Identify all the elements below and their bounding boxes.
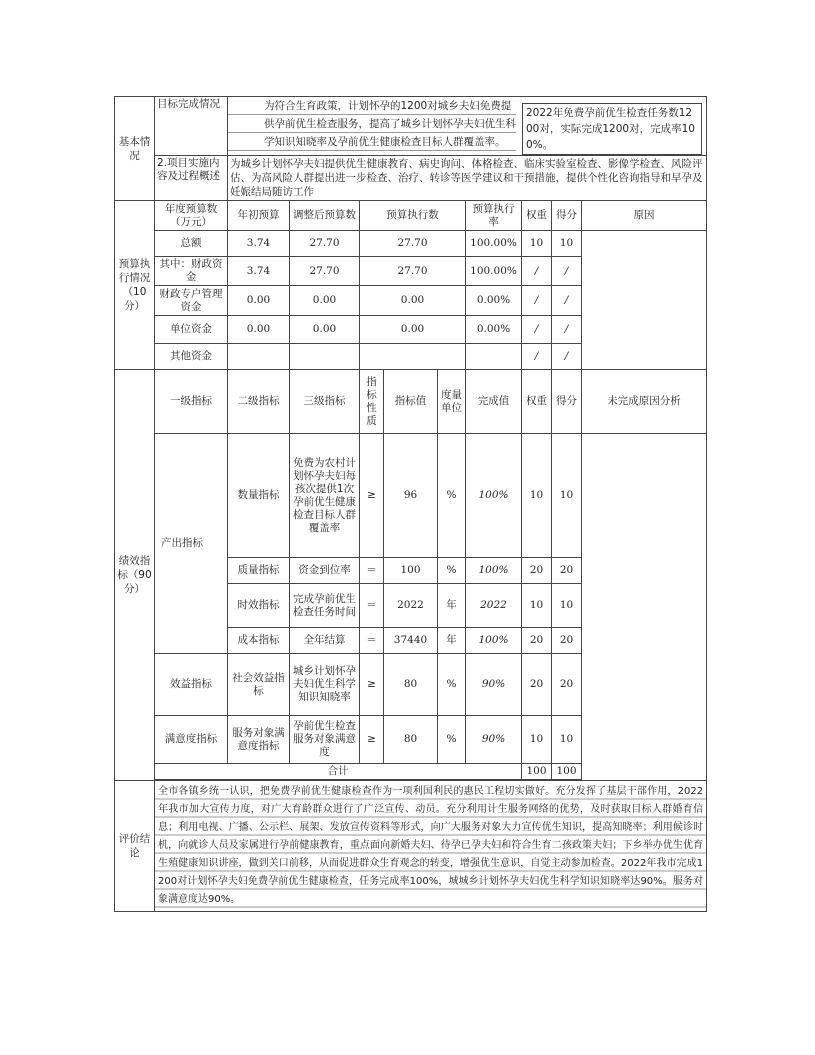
perf-row-nature: ＝ <box>360 584 384 628</box>
perf-reason-cell <box>582 434 707 781</box>
budget-row-name: 其中：财政资金 <box>155 257 228 286</box>
budget-row-executed: 0.00 <box>360 286 466 316</box>
conclusion-section-label: 评价结论 <box>115 781 155 912</box>
impl-text: 为城乡计划怀孕夫妇提供优生健康教育、病史询问、体格检查、临床实验室检查、影像学检查、风险评估、为高风险人群提出进一步检查、治疗、转诊等医学建议和干预措施，提供个性化咨询指导和早孕及妊娠结局随访工作 <box>228 156 707 201</box>
budget-header-rate: 预算执行率 <box>466 201 522 231</box>
perf-header-reason: 未完成原因分析 <box>582 370 707 434</box>
perf-row-unit: 年 <box>438 584 466 628</box>
perf-row-done: 100% <box>466 558 522 584</box>
perf-header-score: 得分 <box>552 370 582 434</box>
perf-row-done: 100% <box>466 434 522 558</box>
budget-header-initial: 年初预算 <box>228 201 290 231</box>
budget-row-weight: / <box>522 286 552 316</box>
perf-row-score: 10 <box>552 434 582 558</box>
perf-row-unit: % <box>438 654 466 716</box>
perf-row-value: 96 <box>384 434 438 558</box>
budget-row-score: / <box>552 344 582 370</box>
perf-header-nature: 指标性质 <box>360 370 384 434</box>
goal-text: 为符合生育政策，计划怀孕的1200对城乡夫妇免费提供孕前优生检查服务，提高了城乡计划怀孕夫妇优生科学知识知晓率及孕前优生健康检查目标人群覆盖率。 <box>264 100 516 148</box>
perf-row-score: 10 <box>552 584 582 628</box>
evaluation-sheet <box>114 96 706 912</box>
evaluation-table <box>114 96 707 912</box>
budget-row-score: / <box>552 286 582 316</box>
impl-label: 2.项目实施内容及过程概述 <box>155 156 228 201</box>
perf-header-l3: 三级指标 <box>290 370 360 434</box>
budget-row-rate <box>466 344 522 370</box>
perf-row-l2: 服务对象满意度指标 <box>228 716 290 764</box>
budget-header-year: 年度预算数（万元） <box>155 201 228 231</box>
satisfaction-indicator-label: 满意度指标 <box>155 716 228 764</box>
perf-row-nature: ＝ <box>360 628 384 654</box>
perf-row-l2: 质量指标 <box>228 558 290 584</box>
perf-row-l3: 孕前优生检查服务对象满意度 <box>290 716 360 764</box>
perf-row-score: 20 <box>552 558 582 584</box>
budget-row-rate: 0.00% <box>466 286 522 316</box>
budget-row-rate: 100.00% <box>466 231 522 257</box>
budget-row-executed: 0.00 <box>360 316 466 344</box>
output-indicator-label: 产出指标 <box>155 434 228 654</box>
perf-row-l3: 资金到位率 <box>290 558 360 584</box>
perf-row-l3: 完成孕前优生检查任务时间 <box>290 584 360 628</box>
perf-header-done: 完成值 <box>466 370 522 434</box>
perf-row-weight: 20 <box>522 558 552 584</box>
budget-row-name: 其他资金 <box>155 344 228 370</box>
perf-row-quantity <box>115 434 707 558</box>
perf-row-score: 20 <box>552 628 582 654</box>
total-label: 合计 <box>155 764 522 780</box>
budget-row-adjusted: 0.00 <box>290 286 360 316</box>
perf-row-nature: ≥ <box>360 716 384 764</box>
budget-row-adjusted: 27.70 <box>290 257 360 286</box>
perf-row-l2: 时效指标 <box>228 584 290 628</box>
budget-row-score: 10 <box>552 231 582 257</box>
perf-row-value: 80 <box>384 654 438 716</box>
budget-header-score: 得分 <box>552 201 582 231</box>
perf-row-unit: % <box>438 434 466 558</box>
perf-header-value: 指标值 <box>384 370 438 434</box>
perf-row-nature: ≥ <box>360 434 384 558</box>
perf-row-done: 100% <box>466 628 522 654</box>
perf-row-l2: 成本指标 <box>228 628 290 654</box>
budget-row-rate: 0.00% <box>466 316 522 344</box>
perf-row-l3: 全年结算 <box>290 628 360 654</box>
perf-header-weight: 权重 <box>522 370 552 434</box>
goal-label: 目标完成情况 <box>155 97 228 156</box>
budget-row-weight: / <box>522 316 552 344</box>
budget-section-label: 预算执行情况（10分） <box>115 201 155 370</box>
budget-row-executed: 27.70 <box>360 257 466 286</box>
budget-row-initial: 0.00 <box>228 286 290 316</box>
perf-row-done: 2022 <box>466 584 522 628</box>
perf-row-weight: 20 <box>522 654 552 716</box>
perf-row-weight: 20 <box>522 628 552 654</box>
budget-row-score: / <box>552 257 582 286</box>
budget-row-adjusted: 0.00 <box>290 316 360 344</box>
perf-row-value: 80 <box>384 716 438 764</box>
budget-row-weight: / <box>522 257 552 286</box>
perf-row-value: 37440 <box>384 628 438 654</box>
perf-row-done: 90% <box>466 716 522 764</box>
perf-row-nature: ≥ <box>360 654 384 716</box>
budget-row-rate: 100.00% <box>466 257 522 286</box>
perf-header-l1: 一级指标 <box>155 370 228 434</box>
perf-row-done: 90% <box>466 654 522 716</box>
perf-row-weight: 10 <box>522 716 552 764</box>
budget-row-total <box>115 231 707 257</box>
budget-row-adjusted <box>290 344 360 370</box>
basic-section-label: 基本情况 <box>115 97 155 201</box>
perf-row-weight: 10 <box>522 584 552 628</box>
budget-row-adjusted: 27.70 <box>290 231 360 257</box>
conclusion-text: 全市各镇乡统一认识，把免费孕前优生健康检查作为一项利国利民的惠民工程切实做好。充分发挥了基层干部作用，2022年我市加大宣传力度，对广大育龄群众进行了广泛宣传、动员。充分利用计生服务网络的优势，及时获取目标人群婚育信息；利用电视、广播、公示栏、展架、发放宣传资料等形式，向广大服务对象大力宣传优生知识，提高知晓率；利用候诊时机，向就诊人员及家属进行孕前健康教育，重点面向新婚夫妇、待孕已孕夫妇和符合生育二孩政策夫妇；下乡举办优生优育生殖健康知识讲座，做到关口前移，从而促进群众生育观念的转变，增强优生意识，自觉主动参加检查。2022年我市完成1200对计划怀孕夫妇免费孕前优生健康检查，任务完成率100%，城城乡计划怀孕夫妇优生科学知识知晓率达90%。服务对象满意度达90%。 <box>155 781 707 912</box>
perf-row-value: 100 <box>384 558 438 584</box>
budget-row-initial: 3.74 <box>228 231 290 257</box>
budget-row-initial <box>228 344 290 370</box>
perf-header-l2: 二级指标 <box>228 370 290 434</box>
perf-row-l3: 城乡计划怀孕夫妇优生科学知识知晓率 <box>290 654 360 716</box>
perf-row-unit: % <box>438 716 466 764</box>
budget-row-weight: / <box>522 344 552 370</box>
perf-row-l3: 免费为农村计划怀孕夫妇每孩次提供1次孕前优生健康检查目标人群覆盖率 <box>290 434 360 558</box>
perf-row-nature: ＝ <box>360 558 384 584</box>
budget-row-executed: 27.70 <box>360 231 466 257</box>
budget-reason-cell <box>582 231 707 370</box>
perf-row-weight: 10 <box>522 434 552 558</box>
perf-header-unit: 度量单位 <box>438 370 466 434</box>
budget-header-reason: 原因 <box>582 201 707 231</box>
goal-result: 2022年免费孕前优生检查任务数1200对，实际完成1200对，完成率100%。 <box>522 103 702 155</box>
perf-row-unit: 年 <box>438 628 466 654</box>
perf-row-value: 2022 <box>384 584 438 628</box>
perf-section-label: 绩效指标（90分） <box>115 370 155 781</box>
total-weight: 100 <box>522 764 552 780</box>
benefit-indicator-label: 效益指标 <box>155 654 228 716</box>
budget-row-score: / <box>552 316 582 344</box>
budget-row-initial: 0.00 <box>228 316 290 344</box>
budget-header-executed: 预算执行数 <box>360 201 466 231</box>
budget-row-initial: 3.74 <box>228 257 290 286</box>
total-score: 100 <box>552 764 582 780</box>
budget-row-name: 总额 <box>155 231 228 257</box>
perf-row-l2: 数量指标 <box>228 434 290 558</box>
budget-row-name: 单位资金 <box>155 316 228 344</box>
goal-cell <box>228 97 707 156</box>
budget-row-name: 财政专户管理资金 <box>155 286 228 316</box>
perf-row-score: 20 <box>552 654 582 716</box>
budget-row-executed <box>360 344 466 370</box>
budget-header-adjusted: 调整后预算数 <box>290 201 360 231</box>
perf-row-l2: 社会效益指标 <box>228 654 290 716</box>
perf-row-score: 10 <box>552 716 582 764</box>
budget-header-weight: 权重 <box>522 201 552 231</box>
perf-row-unit: % <box>438 558 466 584</box>
budget-row-weight: 10 <box>522 231 552 257</box>
